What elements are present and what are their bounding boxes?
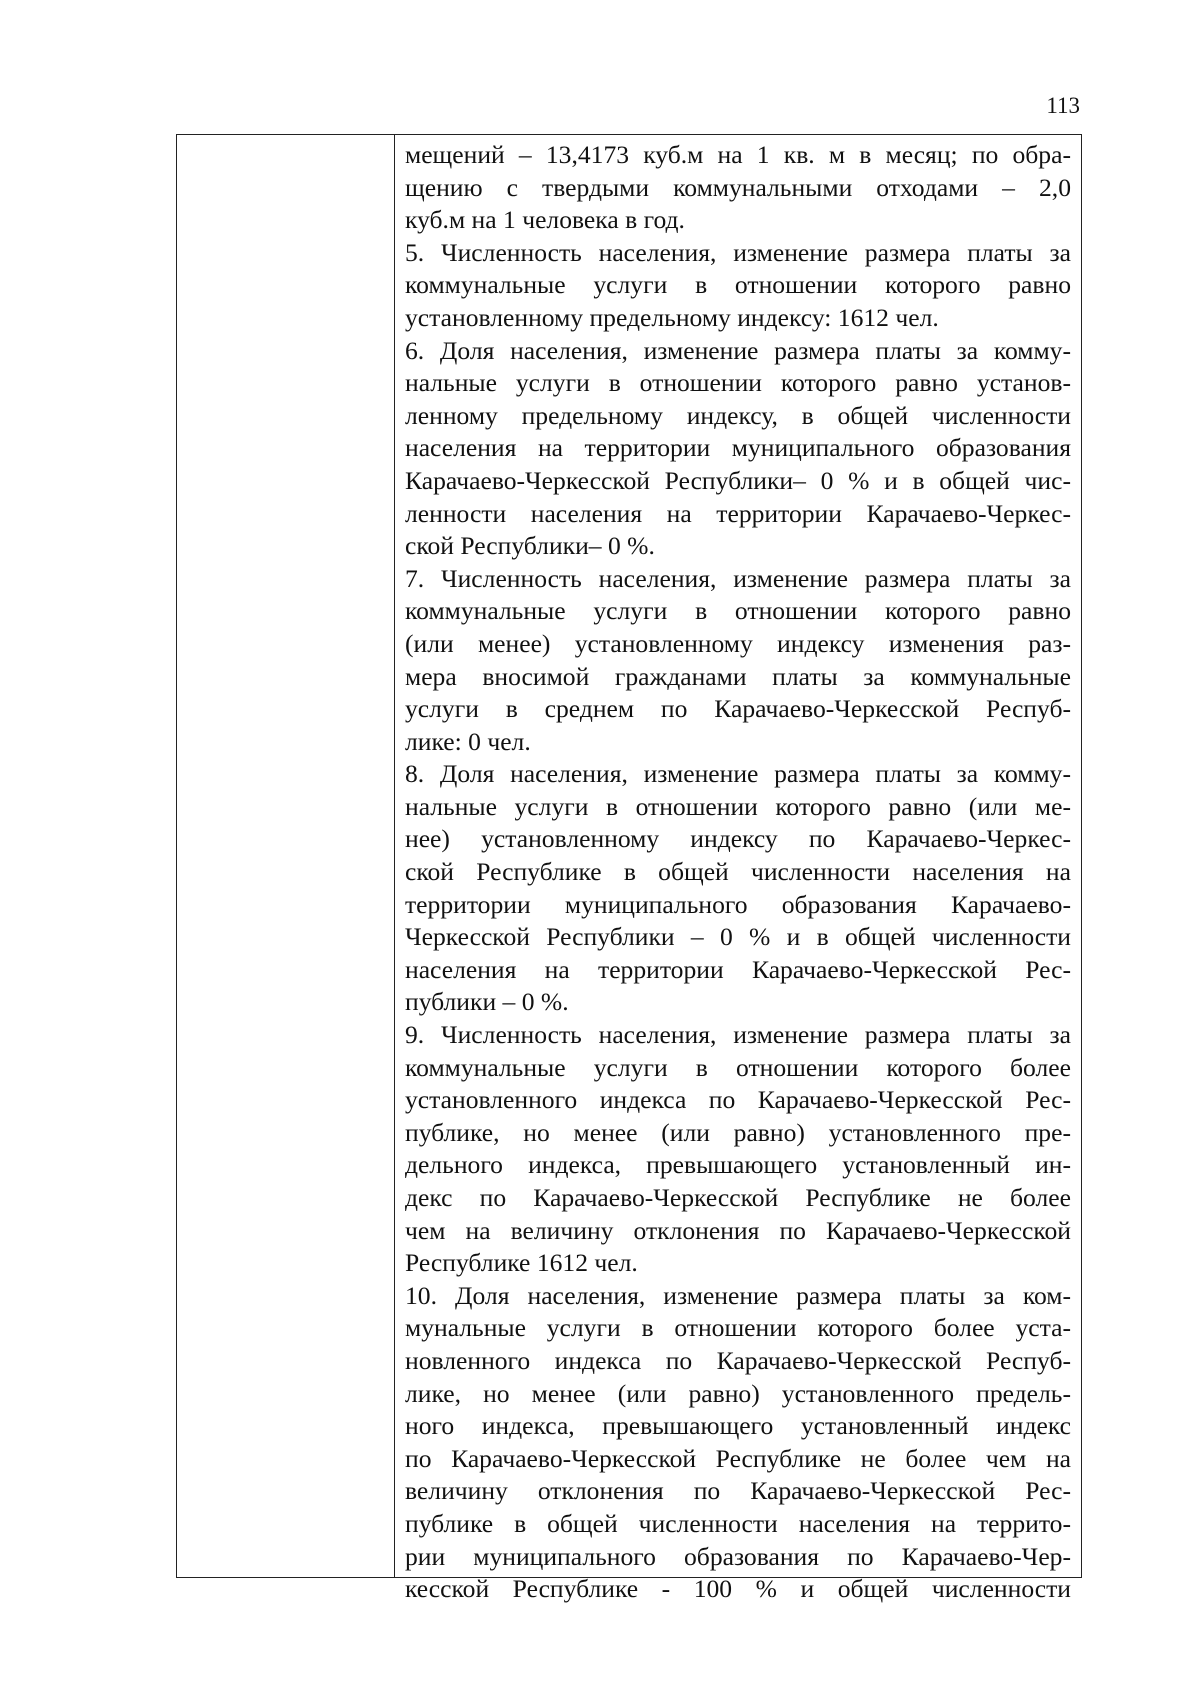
text-line: публике в общей численности населения на террито- bbox=[405, 1508, 1071, 1538]
text-line: дельного индекса, превышающего установленный ин- bbox=[405, 1150, 1071, 1180]
text-line: новленного индекса по Карачаево-Черкесской Респуб- bbox=[405, 1345, 1071, 1375]
text-line: рии муниципального образования по Карачаево-Чер- bbox=[405, 1541, 1071, 1571]
text-line: публике, но менее (или равно) установленного пре- bbox=[405, 1117, 1071, 1147]
text-line: кесской Республике - 100 % и общей численности bbox=[405, 1574, 1071, 1604]
text-line: нальные услуги в отношении которого равно установ- bbox=[405, 368, 1071, 398]
text-line: нальные услуги в отношении которого равно (или ме- bbox=[405, 791, 1071, 821]
text-line: ного индекса, превышающего установленный индекс bbox=[405, 1411, 1071, 1441]
text-line: Республике 1612 чел. bbox=[405, 1248, 638, 1278]
text-line: Черкесской Республики – 0 % и в общей численности bbox=[405, 922, 1071, 952]
text-line: ской Республики– 0 %. bbox=[405, 531, 655, 561]
text-line: населения на территории муниципального образования bbox=[405, 433, 1071, 463]
text-line: ленности населения на территории Карачаево-Черкес- bbox=[405, 498, 1071, 528]
text-line: установленному предельному индексу: 1612 чел. bbox=[405, 302, 939, 332]
text-line: территории муниципального образования Карачаево- bbox=[405, 889, 1071, 919]
page-number: 113 bbox=[1046, 93, 1080, 118]
text-line: публики – 0 %. bbox=[405, 987, 569, 1017]
document-table bbox=[176, 134, 1082, 1604]
text-line: щению с твердыми коммунальными отходами – 2,0 bbox=[405, 172, 1071, 202]
text-line: 9. Численность населения, изменение размера платы за bbox=[405, 1020, 1071, 1050]
text-line: 8. Доля населения, изменение размера платы за комму- bbox=[405, 759, 1071, 789]
text-line: 5. Численность населения, изменение размера платы за bbox=[405, 237, 1071, 267]
text-line: 7. Численность населения, изменение размера платы за bbox=[405, 563, 1071, 593]
text-line: по Карачаево-Черкесской Республике не более чем на bbox=[405, 1443, 1071, 1473]
text-line: ленному предельному индексу, в общей численности bbox=[405, 400, 1071, 430]
text-line: ской Республике в общей численности населения на bbox=[405, 857, 1071, 887]
table-text-cell bbox=[395, 135, 1081, 1604]
text-line: коммунальные услуги в отношении которого равно bbox=[405, 270, 1071, 300]
text-line: декс по Карачаево-Черкесской Республике не более bbox=[405, 1183, 1071, 1212]
text-line: лике, но менее (или равно) установленного предель- bbox=[405, 1378, 1071, 1408]
text-line: коммунальные услуги в отношении которого равно bbox=[405, 596, 1071, 626]
text-line: населения на территории Карачаево-Черкесской Рес- bbox=[405, 954, 1071, 984]
text-line: установленного индекса по Карачаево-Черкесской Рес- bbox=[405, 1085, 1071, 1115]
text-line: 6. Доля населения, изменение размера платы за комму- bbox=[405, 335, 1071, 365]
text-line: коммунальные услуги в отношении которого более bbox=[405, 1052, 1071, 1082]
text-line: нее) установленному индексу по Карачаево-Черкес- bbox=[405, 824, 1071, 854]
text-line: мещений – 13,4173 куб.м на 1 кв. м в месяц; по обра- bbox=[405, 140, 1071, 169]
text-line: лике: 0 чел. bbox=[405, 726, 531, 756]
table-left-cell bbox=[177, 135, 395, 1577]
text-line: 10. Доля населения, изменение размера платы за ком- bbox=[405, 1280, 1071, 1310]
text-line: мунальные услуги в отношении которого более уста- bbox=[405, 1313, 1071, 1343]
text-line: чем на величину отклонения по Карачаево-Черкесской bbox=[405, 1215, 1071, 1245]
text-line: Карачаево-Черкесской Республики– 0 % и в общей чис- bbox=[405, 465, 1071, 495]
text-line: величину отклонения по Карачаево-Черкесской Рес- bbox=[405, 1476, 1071, 1506]
text-line: услуги в среднем по Карачаево-Черкесской Респуб- bbox=[405, 694, 1071, 724]
text-line: (или менее) установленному индексу изменения раз- bbox=[405, 628, 1071, 658]
text-line: мера вносимой гражданами платы за коммунальные bbox=[405, 661, 1071, 691]
text-line: куб.м на 1 человека в год. bbox=[405, 205, 685, 235]
